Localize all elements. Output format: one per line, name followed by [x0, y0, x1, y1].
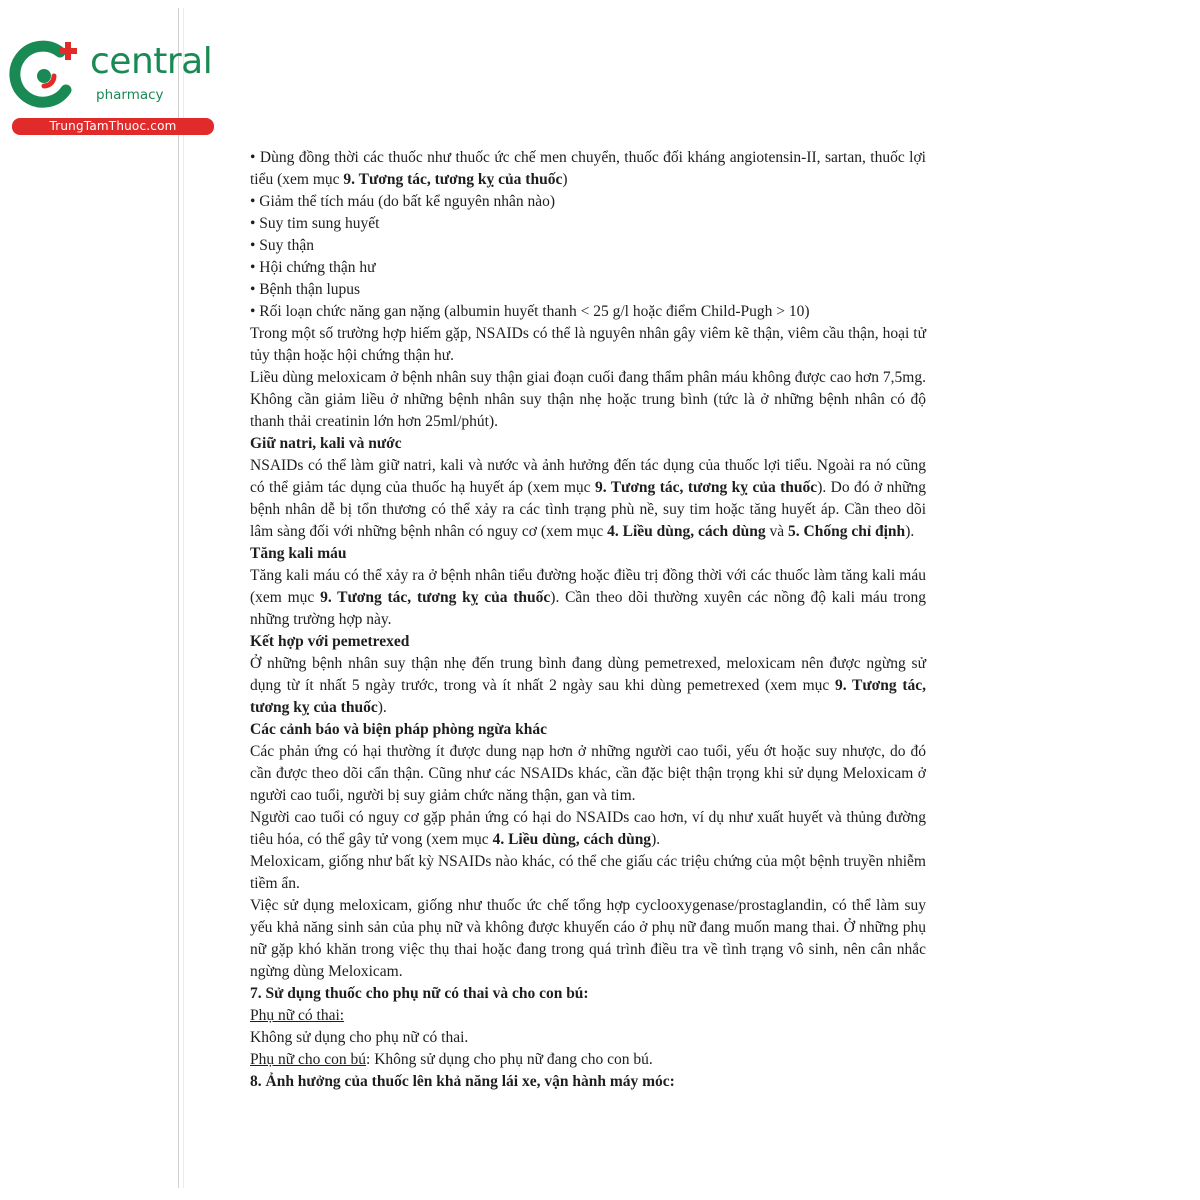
document-body: [250, 147, 926, 1093]
paragraph-fluid-retention: [250, 455, 926, 543]
section-reference: 9. Tương tác, tương kỵ của thuốc: [250, 677, 927, 716]
paragraph-elderly-tolerance: Các phản ứng có hại thường ít được dung nạp hơn ở những người cao tuổi, yếu ớt hoặc suy nhược, do đó cần được theo dõi cẩn thận. Cũng như các NSAIDs khác, cần đặc biệt thận trọng khi sử dụng Meloxicam ở người cao tuổi, người bị suy giảm chức năng thận, gan và tim.: [250, 743, 926, 804]
paragraph-fertility: Việc sử dụng meloxicam, giống như thuốc ức chế tổng hợp cyclooxygenase/prostaglandin, có thể làm suy yếu khả năng sinh sản của phụ nữ và không được khuyến cáo ở phụ nữ đang muốn mang thai. Ở những phụ nữ gặp khó khăn trong việc thụ thai hoặc đang trong quá trình điều tra về tình trạng vô sinh, nên cân nhắc ngừng dùng Meloxicam.: [250, 897, 926, 980]
bullet-concomitant-drugs: [250, 147, 926, 191]
bullet-text-end: ): [562, 171, 568, 188]
heading-driving-machinery: 8. Ảnh hưởng của thuốc lên khả năng lái xe, vận hành máy móc:: [250, 1073, 675, 1090]
heading-pemetrexed: Kết hợp với pemetrexed: [250, 633, 410, 650]
heading-other-warnings: Các cảnh báo và biện pháp phòng ngừa khác: [250, 721, 548, 738]
subheading-lactation: Phụ nữ cho con bú: [250, 1051, 367, 1068]
logo-brand-subtitle: pharmacy: [96, 87, 164, 103]
paragraph-pemetrexed: [250, 653, 926, 719]
central-pharmacy-logo[interactable]: [8, 38, 218, 138]
paragraph-text: ).: [651, 831, 661, 848]
section-reference: 4. Liều dùng, cách dùng: [492, 831, 652, 848]
section-reference: 9. Tương tác, tương kỵ của thuốc: [320, 589, 551, 606]
paragraph-text: ).: [905, 523, 915, 540]
paragraph-text: : Không sử dụng cho phụ nữ đang cho con bú.: [366, 1051, 653, 1068]
logo-brand-name: central: [90, 41, 213, 82]
bullet-hepatic-dysfunction: • Rối loạn chức năng gan nặng (albumin huyết thanh < 25 g/l hoặc điểm Child-Pugh > 10): [250, 303, 810, 320]
section-reference: 9. Tương tác, tương kỵ của thuốc: [594, 479, 818, 496]
scan-edge-line-faint: [183, 8, 184, 1188]
heading-fluid-retention: Giữ natri, kali và nước: [250, 435, 402, 452]
subheading-pregnancy: Phụ nữ có thai:: [250, 1007, 345, 1024]
section-reference: 9. Tương tác, tương kỵ của thuốc: [343, 171, 563, 188]
central-logo-icon: [8, 38, 88, 114]
bullet-nephrotic-syndrome: • Hội chứng thận hư: [250, 259, 376, 276]
paragraph-hyperkalemia: [250, 565, 926, 631]
section-reference: 5. Chống chỉ định: [788, 523, 906, 540]
paragraph-text: và: [765, 523, 789, 540]
paragraph-pregnancy: Không sử dụng cho phụ nữ có thai.: [250, 1029, 469, 1046]
heading-hyperkalemia: Tăng kali máu: [250, 545, 347, 562]
scan-edge-line: [178, 8, 179, 1188]
paragraph-text: ).: [377, 699, 387, 716]
logo-website-badge[interactable]: TrungTamThuoc.com: [12, 118, 214, 135]
paragraph-text: Ở những bệnh nhân suy thận nhẹ đến trung bình đang dùng pemetrexed, meloxicam nên được ngừng sử dụng từ ít nhất 5 ngày trước, trong và ít nhất 2 ngày sau khi dùng pemetrexed (xem mục: [250, 655, 926, 694]
paragraph-elderly-risk: [250, 807, 926, 851]
paragraph-rare-cases: Trong một số trường hợp hiếm gặp, NSAIDs có thể là nguyên nhân gây viêm kẽ thận, viêm cầu thận, hoại tử tủy thận hoặc hội chứng thận hư.: [250, 325, 926, 364]
paragraph-text: Tăng kali máu có thể xảy ra ở bệnh nhân tiểu đường hoặc điều trị đồng thời với các thuốc làm tăng kali máu (xem mục: [250, 567, 926, 606]
bullet-heart-failure: • Suy tim sung huyết: [250, 215, 380, 232]
paragraph-text: ). Cần theo dõi thường xuyên các nồng độ kali máu trong những trường hợp này.: [250, 589, 926, 628]
bullet-hypovolemia: • Giảm thể tích máu (do bất kể nguyên nhân nào): [250, 193, 556, 210]
paragraph-lactation: [250, 1049, 926, 1071]
section-reference: 4. Liều dùng, cách dùng: [607, 523, 766, 540]
bullet-text: • Dùng đồng thời các thuốc như thuốc ức chế men chuyển, thuốc đối kháng angiotensin-II, sartan, thuốc lợi tiểu (xem mục: [250, 149, 926, 188]
bullet-renal-failure: • Suy thận: [250, 237, 314, 254]
paragraph-text: ). Do đó ở những bệnh nhân dễ bị tổn thương có thể xảy ra các tình trạng phù nề, suy tim hoặc tăng huyết áp. Cần theo dõi lâm sàng đối với những bệnh nhân có nguy cơ (xem mục: [250, 479, 926, 540]
paragraph-dosage-renal: Liều dùng meloxicam ở bệnh nhân suy thận giai đoạn cuối đang thẩm phân máu không được cao hơn 7,5mg. Không cần giảm liều ở những bệnh nhân suy thận nhẹ hoặc trung bình (tức là ở những bệnh nhân có độ thanh thải creatinin lớn hơn 25ml/phút).: [250, 369, 926, 430]
heading-pregnancy-lactation: 7. Sử dụng thuốc cho phụ nữ có thai và cho con bú:: [250, 985, 589, 1002]
paragraph-masking-infection: Meloxicam, giống như bất kỳ NSAIDs nào khác, có thể che giấu các triệu chứng của một bệnh truyền nhiễm tiềm ẩn.: [250, 853, 926, 892]
bullet-lupus-nephritis: • Bệnh thận lupus: [250, 281, 361, 298]
paragraph-text: Người cao tuổi có nguy cơ gặp phản ứng có hại do NSAIDs cao hơn, ví dụ như xuất huyết và thủng đường tiêu hóa, có thể gây tử vong (xem mục: [250, 809, 926, 848]
paragraph-text: NSAIDs có thể làm giữ natri, kali và nước và ảnh hưởng đến tác dụng của thuốc lợi tiểu. Ngoài ra nó cũng có thể giảm tác dụng của thuốc hạ huyết áp (xem mục: [250, 457, 926, 496]
